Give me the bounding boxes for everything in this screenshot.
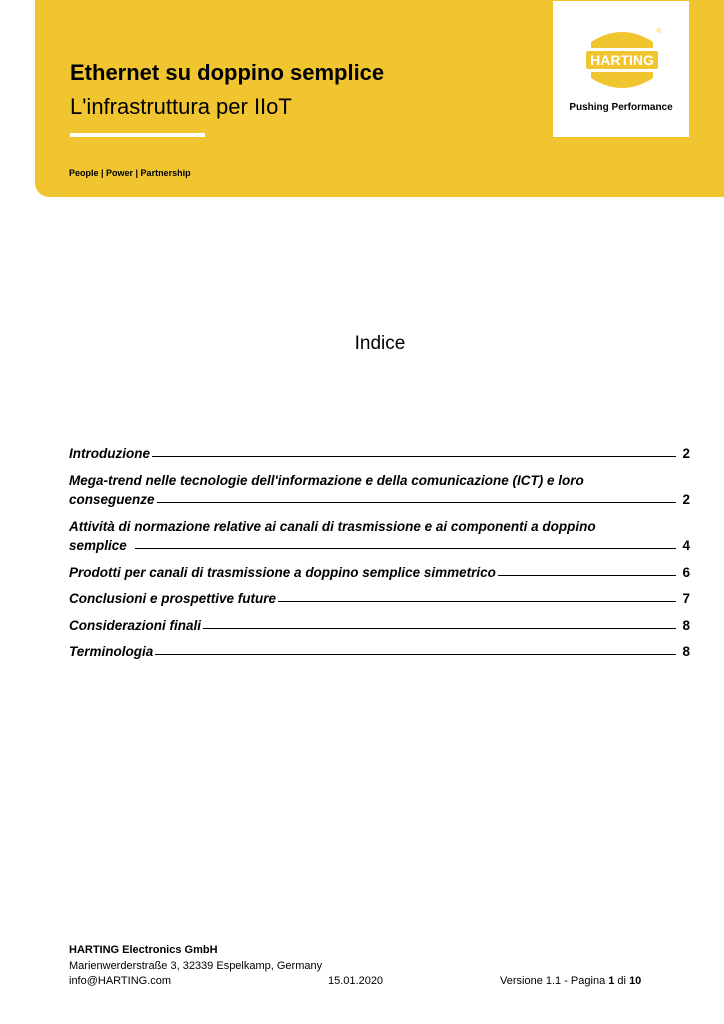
toc-entry-title: Introduzione	[69, 446, 150, 461]
toc-page-number: 2	[682, 492, 690, 507]
toc-entry-title: Attività di normazione relative ai canali di trasmissione e ai componenti a doppino	[69, 519, 596, 534]
toc-entry-mega-trend[interactable]	[69, 471, 690, 509]
toc-page-number: 6	[682, 565, 690, 580]
footer-email[interactable]: info@HARTING.com	[69, 975, 172, 987]
toc-leader	[135, 548, 676, 549]
toc-entry-title: Conclusioni e prospettive future	[69, 591, 277, 606]
toc-leader	[498, 575, 676, 576]
toc-entry-title-cont: conseguenze	[69, 492, 155, 507]
footer-company: HARTING Electronics GmbH	[69, 944, 218, 956]
harting-logo	[553, 1, 689, 137]
footer-address: Marienwerderstraße 3, 32339 Espelkamp, Germany	[69, 960, 323, 972]
footer-page-current: 1	[608, 975, 615, 987]
toc-leader	[155, 654, 676, 655]
toc-leader	[157, 502, 676, 503]
footer-page-total: 10	[629, 975, 642, 987]
toc-entry-terminologia[interactable]	[69, 642, 690, 661]
toc-heading: Indice	[354, 333, 406, 354]
toc-entry-title: Terminologia	[69, 644, 154, 659]
title-underline	[70, 133, 205, 137]
footer-date: 15.01.2020	[328, 975, 384, 987]
toc-entry-title: Prodotti per canali di trasmissione a doppino semplice simmetrico	[69, 565, 496, 580]
toc-entry-introduzione[interactable]	[69, 444, 690, 463]
document-subtitle: L'infrastruttura per IIoT	[70, 94, 292, 119]
toc-page-number: 8	[682, 618, 690, 633]
toc-entry-title: Mega-trend nelle tecnologie dell'informazione e della comunicazione (ICT) e loro	[69, 473, 584, 488]
footer-version-label: Versione 1.1 - Pagina	[500, 975, 609, 987]
toc-leader	[152, 456, 676, 457]
toc-leader	[278, 601, 676, 602]
toc-page-number: 7	[682, 591, 690, 606]
document-title: Ethernet su doppino semplice	[70, 60, 385, 85]
logo-brand-text: HARTING	[590, 52, 654, 68]
toc-entry-title: Considerazioni finali	[69, 618, 202, 633]
toc-entry-considerazioni[interactable]	[69, 616, 690, 635]
toc-entry-conclusioni[interactable]	[69, 589, 690, 608]
tagline: People | Power | Partnership	[69, 168, 191, 178]
toc-page-number: 2	[682, 446, 690, 461]
harting-logo-mark-icon	[583, 24, 661, 96]
toc-entry-prodotti[interactable]	[69, 563, 690, 582]
logo-slogan: Pushing Performance	[569, 102, 673, 113]
footer-version	[500, 975, 641, 987]
toc-entry-title-cont: semplice	[69, 538, 127, 553]
registered-mark: ®	[656, 28, 662, 35]
toc-page-number: 4	[682, 538, 690, 553]
toc-leader	[203, 628, 676, 629]
toc-page-number: 8	[682, 644, 690, 659]
footer-page-of: di	[614, 975, 630, 987]
toc-entry-normazione[interactable]	[69, 517, 690, 555]
